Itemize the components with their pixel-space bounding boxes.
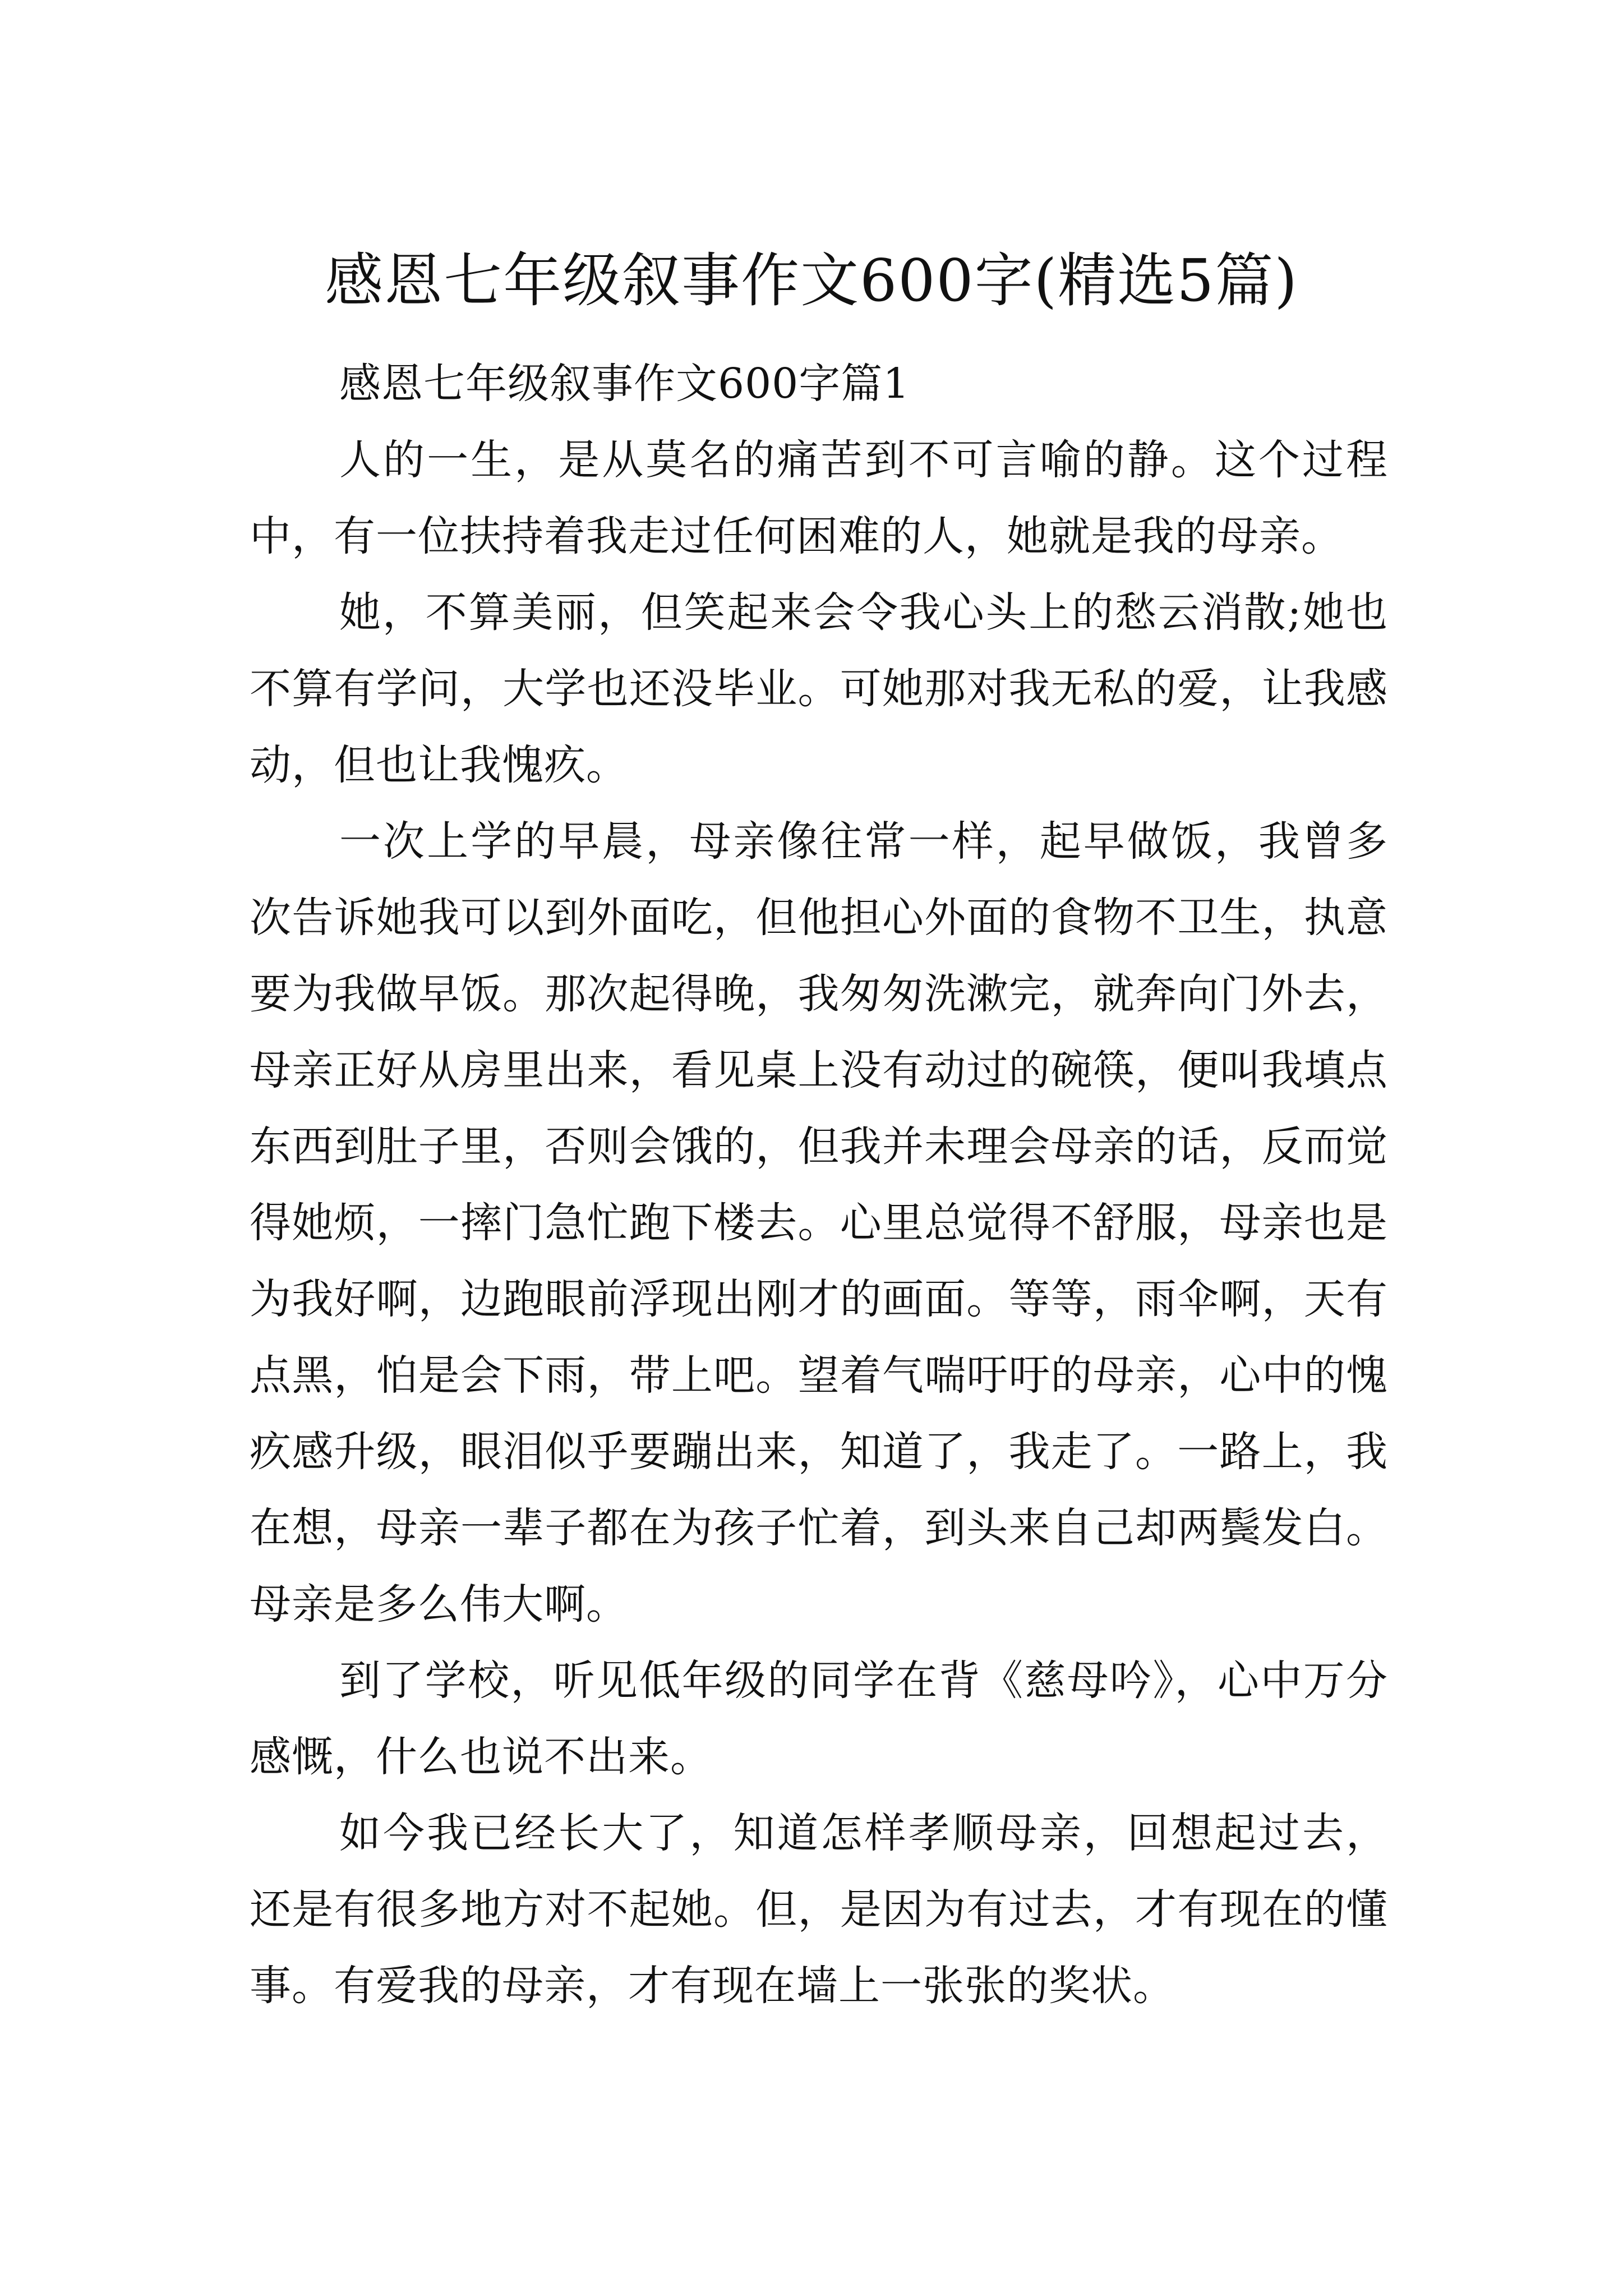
paragraph-1: 人的一生，是从莫名的痛苦到不可言喻的静。这个过程中，有一位扶持着我走过任何困难的人，她就是我的母亲。 bbox=[250, 436, 1388, 560]
paragraph-3: 一次上学的早晨，母亲像往常一样，起早做饭，我曾多次告诉她我可以到外面吃，但他担心外面的食物不卫生，执意要为我做早饭。那次起得晚，我匆匆洗漱完，就奔向门外去，母亲正好从房里出来，看见桌上没有动过的碗筷，便叫我填点东西到肚子里，否则会饿的，但我并未理会母亲的话，反而觉得她烦，一摔门急忙跑下楼去。心里总觉得不舒服，母亲也是为我好啊，边跑眼前浮现出刚才的画面。等等，雨伞啊，天有点黑，怕是会下雨，带上吧。望着气喘吁吁的母亲，心中的愧疚感升级，眼泪似乎要蹦出来，知道了，我走了。一路上，我在想，母亲一辈子都在为孩子忙着，到头来自己却两鬓发白。母亲是多么伟大啊。 bbox=[250, 817, 1388, 1628]
paragraph-2: 她，不算美丽，但笑起来会令我心头上的愁云消散;她也不算有学问，大学也还没毕业。可她那对我无私的爱，让我感动，但也让我愧疚。 bbox=[250, 588, 1388, 789]
document-title: 感恩七年级叙事作文600字(精选5篇) bbox=[325, 246, 1298, 315]
paragraph-4: 到了学校，听见低年级的同学在背《慈母吟》，心中万分感慨，什么也说不出来。 bbox=[250, 1657, 1388, 1781]
paragraph-5: 如今我已经长大了，知道怎样孝顺母亲，回想起过去，还是有很多地方对不起她。但，是因为有过去，才有现在的懂事。有爱我的母亲，才有现在墙上一张张的奖状。 bbox=[250, 1809, 1388, 2010]
document-body bbox=[250, 346, 1388, 2024]
section-heading: 感恩七年级叙事作文600字篇1 bbox=[339, 360, 910, 408]
